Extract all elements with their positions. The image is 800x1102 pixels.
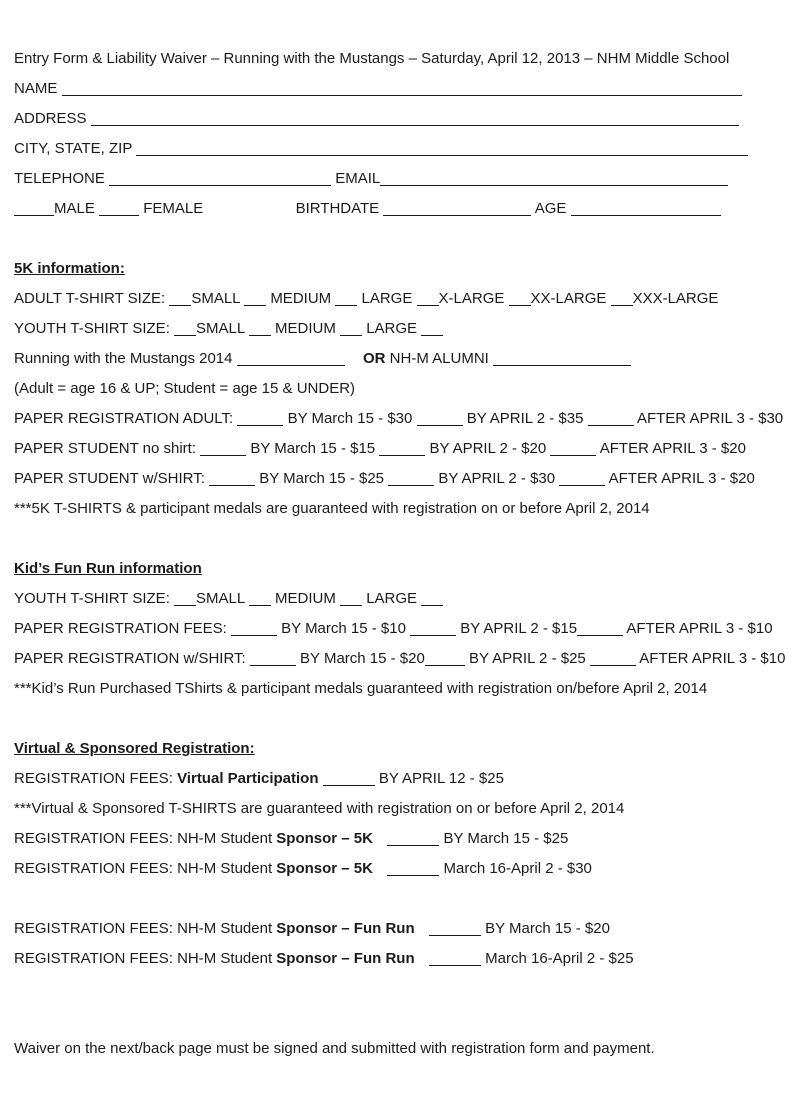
size-label: LARGE bbox=[361, 290, 413, 307]
sponsor-fun-run-label: Sponsor – Fun Run bbox=[276, 950, 415, 967]
fee-blank bbox=[590, 652, 636, 666]
fee-tier3: AFTER APRIL 3 - $30 bbox=[636, 410, 784, 427]
sponsor-fun-run-row-1 bbox=[14, 914, 780, 944]
fee-blank bbox=[550, 442, 596, 456]
sponsor-tier: BY March 15 - $25 bbox=[443, 830, 569, 847]
sponsor-5k-label: Sponsor – 5K bbox=[276, 830, 373, 847]
five-k-heading: 5K information: bbox=[14, 260, 125, 277]
fee-blank bbox=[200, 442, 246, 456]
student-label: NH-M Student bbox=[177, 860, 273, 877]
size-blank bbox=[174, 592, 196, 606]
student-label: NH-M Student bbox=[177, 830, 273, 847]
sponsor-blank bbox=[387, 862, 439, 876]
mustangs-2014-label: Running with the Mustangs 2014 bbox=[14, 350, 233, 367]
size-blank bbox=[509, 292, 531, 306]
fee-blank bbox=[231, 622, 277, 636]
fun-run-heading: Kid’s Fun Run information bbox=[14, 560, 202, 577]
size-blank bbox=[169, 292, 191, 306]
fee-row-student-shirt bbox=[14, 464, 780, 494]
sponsor-tier: March 16-April 2 - $30 bbox=[443, 860, 592, 877]
telephone-label: TELEPHONE bbox=[14, 170, 105, 187]
fun-run-note: ***Kid’s Run Purchased TShirts & participant medals guaranteed with registration on/before April 2, 2014 bbox=[14, 680, 708, 697]
telephone-blank bbox=[109, 172, 331, 186]
address-row bbox=[14, 104, 780, 134]
address-blank bbox=[91, 112, 739, 126]
alumni-label: NH-M ALUMNI bbox=[389, 350, 489, 367]
reg-fees-label: REGISTRATION FEES: bbox=[14, 770, 173, 787]
section-gap bbox=[14, 224, 780, 254]
fee-label: PAPER REGISTRATION ADULT: bbox=[14, 410, 234, 427]
size-blank bbox=[611, 292, 633, 306]
sponsor-blank bbox=[387, 832, 439, 846]
sponsor-blank bbox=[429, 922, 481, 936]
fee-blank bbox=[559, 472, 605, 486]
sponsor-fun-run-row-2 bbox=[14, 944, 780, 974]
fee-tier1: BY March 15 - $30 bbox=[287, 410, 413, 427]
fee-tier2: BY APRIL 2 - $30 bbox=[438, 470, 556, 487]
fee-tier3: AFTER APRIL 3 - $20 bbox=[599, 440, 746, 457]
fee-tier2: BY APRIL 2 - $25 bbox=[469, 650, 586, 667]
fee-label: PAPER STUDENT no shirt: bbox=[14, 440, 196, 457]
size-blank bbox=[249, 592, 271, 606]
fee-row-adult bbox=[14, 404, 784, 434]
fee-tier3: AFTER APRIL 3 - $10 bbox=[626, 620, 773, 637]
fee-tier1: BY March 15 - $20 bbox=[300, 650, 425, 667]
section-gap bbox=[14, 704, 780, 734]
virtual-participation-label: Virtual Participation bbox=[177, 770, 319, 787]
age-note: (Adult = age 16 & UP; Student = age 15 & UNDER) bbox=[14, 380, 356, 397]
section-gap bbox=[14, 884, 780, 914]
five-k-adult-shirt-row bbox=[14, 284, 780, 314]
fee-blank bbox=[388, 472, 434, 486]
sponsor-fun-run-label: Sponsor – Fun Run bbox=[276, 920, 415, 937]
age-blank bbox=[571, 202, 721, 216]
fee-blank bbox=[250, 652, 296, 666]
telephone-email-row bbox=[14, 164, 780, 194]
spacer bbox=[377, 872, 383, 873]
name-label: NAME bbox=[14, 80, 58, 97]
fee-row-fun-run bbox=[14, 614, 780, 644]
female-label: FEMALE bbox=[143, 200, 204, 217]
section-gap bbox=[14, 524, 780, 554]
size-label: SMALL bbox=[196, 590, 245, 607]
fee-tier3: AFTER APRIL 3 - $10 bbox=[639, 650, 786, 667]
name-blank bbox=[62, 82, 742, 96]
spacer bbox=[377, 842, 383, 843]
city-state-zip-label: CITY, STATE, ZIP bbox=[14, 140, 133, 157]
male-checkbox-blank bbox=[14, 202, 54, 216]
fee-blank bbox=[410, 622, 456, 636]
name-row bbox=[14, 74, 780, 104]
youth-tshirt-size-label: YOUTH T-SHIRT SIZE: bbox=[14, 590, 170, 607]
email-label: EMAIL bbox=[335, 170, 381, 187]
sponsor-5k-row-2 bbox=[14, 854, 780, 884]
fee-tier2: BY APRIL 2 - $20 bbox=[429, 440, 547, 457]
gender-birthdate-age-row bbox=[14, 194, 780, 224]
youth-tshirt-size-label: YOUTH T-SHIRT SIZE: bbox=[14, 320, 170, 337]
virtual-participation-row bbox=[14, 764, 780, 794]
fee-tier2: BY APRIL 2 - $35 bbox=[466, 410, 584, 427]
spacer bbox=[349, 362, 359, 363]
fee-blank bbox=[577, 622, 623, 636]
reg-fees-label: REGISTRATION FEES: bbox=[14, 830, 173, 847]
size-label: MEDIUM bbox=[270, 290, 332, 307]
size-blank bbox=[335, 292, 357, 306]
fee-blank bbox=[425, 652, 465, 666]
size-label: MEDIUM bbox=[275, 320, 336, 337]
fee-row-student-no-shirt bbox=[14, 434, 780, 464]
fee-tier1: BY March 15 - $25 bbox=[259, 470, 385, 487]
virtual-tier: BY APRIL 12 - $25 bbox=[378, 770, 504, 787]
reg-fees-label: REGISTRATION FEES: bbox=[14, 920, 173, 937]
size-label: MEDIUM bbox=[275, 590, 336, 607]
size-blank bbox=[340, 592, 362, 606]
city-state-zip-row bbox=[14, 134, 780, 164]
footer-gap bbox=[14, 974, 780, 1034]
fee-label: PAPER REGISTRATION w/SHIRT: bbox=[14, 650, 246, 667]
sponsor-5k-label: Sponsor – 5K bbox=[276, 860, 373, 877]
fee-blank bbox=[417, 412, 463, 426]
male-label: MALE bbox=[54, 200, 95, 217]
fee-label: PAPER REGISTRATION FEES: bbox=[14, 620, 227, 637]
alumni-blank bbox=[493, 352, 631, 366]
email-blank bbox=[380, 172, 728, 186]
size-blank bbox=[421, 322, 443, 336]
size-label: LARGE bbox=[366, 320, 418, 337]
sponsor-5k-row-1 bbox=[14, 824, 780, 854]
size-label: SMALL bbox=[196, 320, 245, 337]
fee-tier3: AFTER APRIL 3 - $20 bbox=[608, 470, 755, 487]
reg-fees-label: REGISTRATION FEES: bbox=[14, 950, 173, 967]
student-label: NH-M Student bbox=[177, 920, 273, 937]
mustangs-alumni-row bbox=[14, 344, 780, 374]
virtual-note: ***Virtual & Sponsored T-SHIRTS are guaranteed with registration on or before April 2, 2014 bbox=[14, 800, 625, 817]
size-label: X-LARGE bbox=[438, 290, 505, 307]
fee-label: PAPER STUDENT w/SHIRT: bbox=[14, 470, 205, 487]
size-blank bbox=[249, 322, 271, 336]
fee-tier1: BY March 15 - $15 bbox=[250, 440, 376, 457]
fun-run-youth-shirt-row bbox=[14, 584, 780, 614]
five-k-youth-shirt-row bbox=[14, 314, 780, 344]
fee-row-fun-run-shirt bbox=[14, 644, 786, 674]
fee-blank bbox=[237, 412, 283, 426]
size-label: XX-LARGE bbox=[530, 290, 607, 307]
birthdate-blank bbox=[383, 202, 531, 216]
address-label: ADDRESS bbox=[14, 110, 87, 127]
age-label: AGE bbox=[534, 200, 567, 217]
size-blank bbox=[244, 292, 266, 306]
waiver-footer-note: Waiver on the next/back page must be signed and submitted with registration form and payment. bbox=[14, 1040, 655, 1057]
size-blank bbox=[421, 592, 443, 606]
fee-tier2: BY APRIL 2 - $15 bbox=[460, 620, 578, 637]
fee-blank bbox=[588, 412, 634, 426]
or-label: OR bbox=[363, 350, 386, 367]
size-blank bbox=[174, 322, 196, 336]
sponsor-tier: BY March 15 - $20 bbox=[485, 920, 610, 937]
size-label: LARGE bbox=[366, 590, 418, 607]
adult-tshirt-size-label: ADULT T-SHIRT SIZE: bbox=[14, 290, 166, 307]
size-label: XXX-LARGE bbox=[632, 290, 719, 307]
spacer bbox=[207, 212, 291, 213]
city-state-zip-blank bbox=[136, 142, 748, 156]
birthdate-label: BIRTHDATE bbox=[295, 200, 380, 217]
virtual-heading: Virtual & Sponsored Registration: bbox=[14, 740, 255, 757]
fee-blank bbox=[379, 442, 425, 456]
student-label: NH-M Student bbox=[177, 950, 273, 967]
female-checkbox-blank bbox=[99, 202, 139, 216]
form-title: Entry Form & Liability Waiver – Running with the Mustangs – Saturday, April 12, 2013 – NHM Middle School bbox=[14, 50, 730, 67]
size-blank bbox=[340, 322, 362, 336]
size-blank bbox=[417, 292, 439, 306]
reg-fees-label: REGISTRATION FEES: bbox=[14, 860, 173, 877]
sponsor-blank bbox=[429, 952, 481, 966]
spacer bbox=[419, 962, 425, 963]
size-label: SMALL bbox=[191, 290, 240, 307]
spacer bbox=[419, 932, 425, 933]
five-k-note: ***5K T-SHIRTS & participant medals are guaranteed with registration on or before April 2, 2014 bbox=[14, 500, 650, 517]
virtual-blank bbox=[323, 772, 375, 786]
mustangs-2014-blank bbox=[237, 352, 345, 366]
sponsor-tier: March 16-April 2 - $25 bbox=[485, 950, 634, 967]
fee-tier1: BY March 15 - $10 bbox=[281, 620, 406, 637]
fee-blank bbox=[209, 472, 255, 486]
